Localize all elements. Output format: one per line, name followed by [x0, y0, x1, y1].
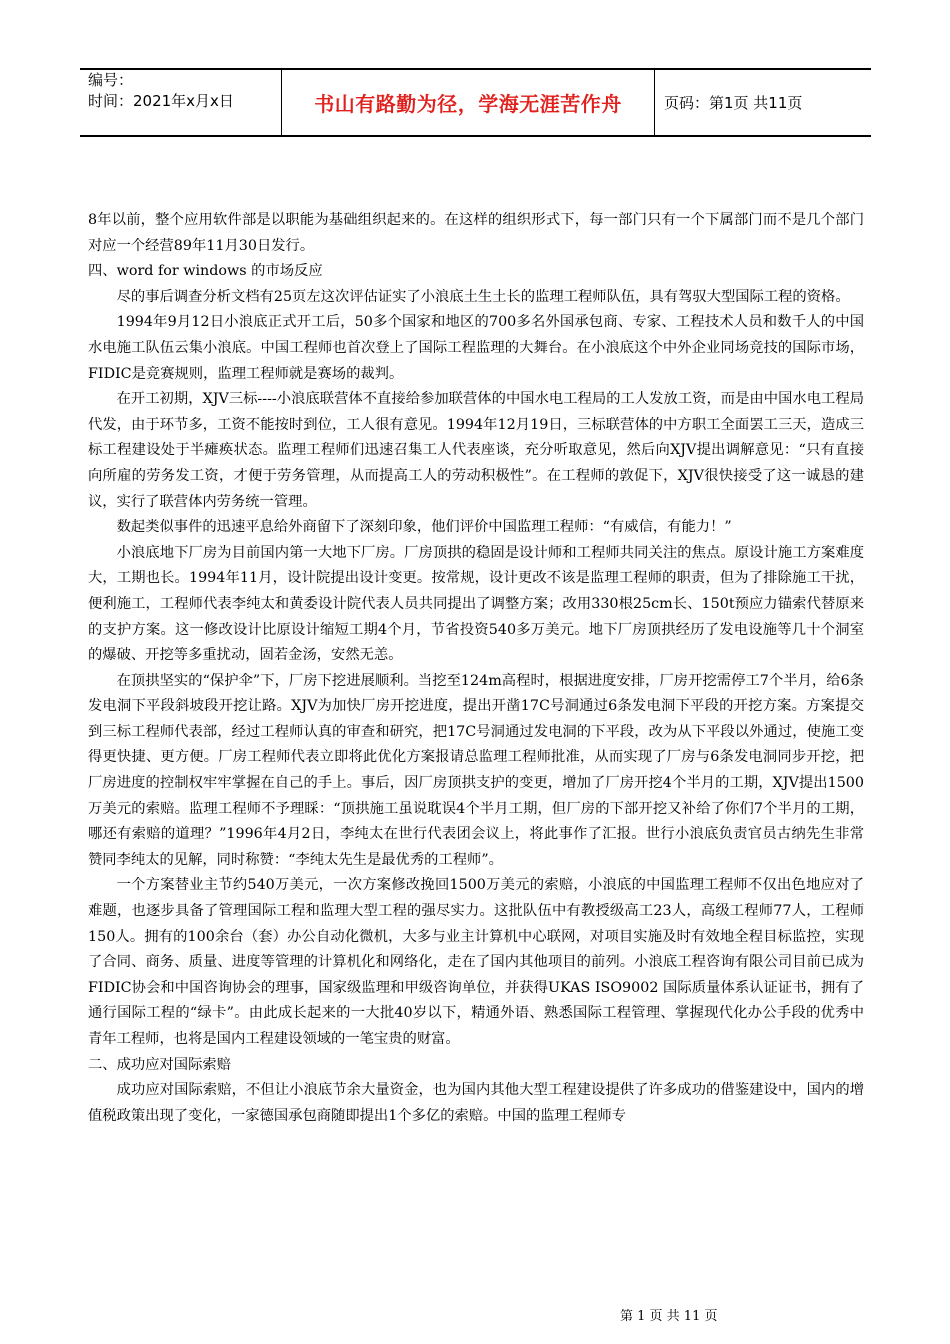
document-body — [88, 208, 864, 1129]
header-motto: 书山有路勤为径，学海无涯苦作舟 — [314, 92, 622, 116]
paragraph-1: 8年以前，整个应用软件部是以职能为基础组织起来的。在这样的组织形式下，每一部门只有一个下属部门而不是几个部门对应一个经营89年11月30日发行。 — [88, 212, 864, 254]
paragraph-5: 在开工初期，XJV三标----小浪底联营体不直接给参加联营体的中国水电工程局的工人发放工资，而是由中国水电工程局代发，由于环节多，工资不能按时到位，工人很有意见。1994年12月19日，三标联营体的中方职工全面罢工三天，造成三标工程建设处于半瘫痪状态。监理工程师们迅速召集工人代表座谈，充分听取意见，然后向XJV提出调解意见：“只有直接向所雇的劳务发工资，才便于劳务管理，从而提高工人的劳动积极性”。在工程师的敦促下，XJV很快接受了这一诚恳的建议，实行了联营体内劳务统一管理。 — [88, 391, 864, 510]
section-heading-claims: 二、成功应对国际索赔 — [88, 1056, 231, 1073]
paragraph-11: 成功应对国际索赔，不但让小浪底节余大量资金，也为国内其他大型工程建设提供了许多成功的借鉴建设中，国内的增值税政策出现了变化，一家德国承包商随即提出1个多亿的索赔。中国的监理工程师专 — [88, 1082, 864, 1124]
section-heading-word: 四、word for windows 的市场反应 — [88, 263, 323, 280]
paragraph-7: 小浪底地下厂房为目前国内第一大地下厂房。厂房顶拱的稳固是设计师和工程师共同关注的焦点。原设计施工方案难度大，工期也长。1994年11月，设计院提出设计变更。按常规，设计更改不该是监理工程师的职责，但为了排除施工干扰，便利施工，工程师代表李纯太和黄委设计院代表人员共同提出了调整方案；改用330根25cm长、150t预应力锚索代替原来的支护方案。这一修改设计比原设计缩短工期4个月，节省投资540多万美元。地下厂房顶拱经历了发电设施等几十个洞室的爆破、开挖等多重扰动，固若金汤，安然无恙。 — [88, 544, 864, 664]
paragraph-9: 一个方案替业主节约540万美元，一次方案修改挽回1500万美元的索赔，小浪底的中国监理工程师不仅出色地应对了难题，也逐步具备了管理国际工程和监理大型工程的强尽实力。这批队伍中有教授级高工23人，高级工程师77人，工程师150人。拥有的100余台（套）办公自动化微机，大多与业主计算机中心联网，对项目实施及时有效地全程目标监控，实现了合同、商务、质量、进度等管理的计算机化和网络化，走在了国内其他项目的前列。小浪底工程咨询有限公司目前已成为FIDIC协会和中国咨询协会的理事，国家级监理和甲级咨询单位，并获得UKAS ISO9002 国际质量体系认证证书，拥有了通行国际工程的“绿卡”。由此成长起来的一大批40岁以下，精通外语、熟悉国际工程管理、掌握现代化办公手段的优秀中青年工程师，也将是国内工程建设领域的一笔宝贵的财富。 — [88, 877, 864, 1047]
page-footer: 第 1 页 共 11 页 — [620, 1309, 718, 1324]
header-bottom-rule — [80, 135, 871, 137]
header-page-info: 页码：第1页 共11页 — [664, 94, 803, 112]
date-label: 时间：2021年x月x日 — [88, 92, 234, 110]
paragraph-8: 在顶拱坚实的“保护伞”下，厂房下挖进展顺利。当挖至124m高程时，根据进度安排，厂房开挖需停工7个半月，给6条发电洞下平段斜坡段开挖让路。XJV为加快厂房开挖进度，提出开凿17C号洞通过6条发电洞下平段的开挖方案。方案提交到三标工程师代表部，经过工程师认真的审查和研究，把17C号洞通过发电洞的下平段，改为从下平段以外通过，使施工变得更快捷、更方便。厂房工程师代表立即将此优化方案报请总监理工程师批准，从而实现了厂房与6条发电洞同步开挖，把厂房进度的控制权牢牢掌握在自己的手上。事后，因厂房顶拱支护的变更，增加了厂房开挖4个半月的工期，XJV提出1500万美元的索赔。监理工程师不予理睬：“顶拱施工虽说耽误4个半月工期，但厂房的下部开挖又补给了你们7个半月的工期，哪还有索赔的道理？”1996年4月2日，李纯太在世行代表团会议上，将此事作了汇报。世行小浪底负责官员古纳先生非常赞同李纯太的见解，同时称赞：“李纯太先生是最优秀的工程师”。 — [88, 672, 864, 868]
paragraph-6: 数起类似事件的迅速平息给外商留下了深刻印象，他们评价中国监理工程师：“有威信，有能力！” — [116, 519, 732, 536]
paragraph-3: 尽的事后调查分析文档有25页左这次评估证实了小浪底土生土长的监理工程师队伍，具有驾驭大型国际工程的资格。 — [116, 288, 850, 305]
header-meta — [88, 70, 278, 112]
header-divider-right — [654, 68, 655, 137]
paragraph-4: 1994年9月12日小浪底正式开工后，50多个国家和地区的700多名外国承包商、专家、工程技术人员和数千人的中国水电施工队伍云集小浪底。中国工程师也首次登上了国际工程监理的大舞台。在小浪底这个中外企业同场竞技的国际市场，FIDIC是竞赛规则，监理工程师就是赛场的裁判。 — [88, 314, 864, 382]
serial-number-label: 编号： — [88, 71, 134, 89]
